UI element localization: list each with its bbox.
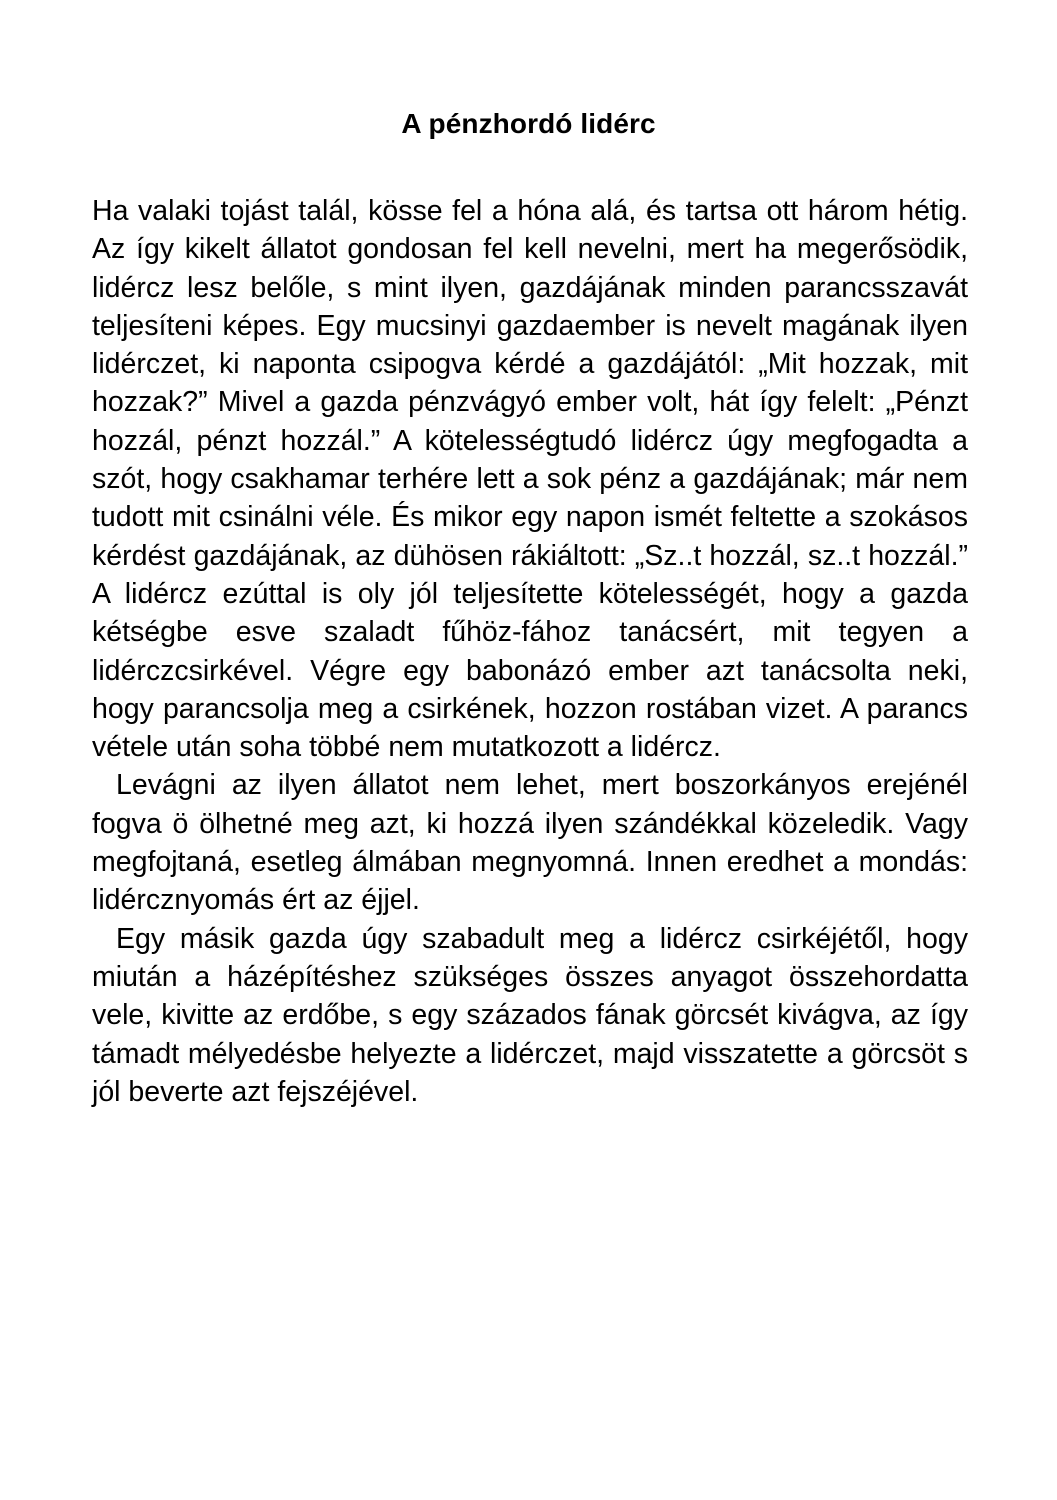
body-paragraph: Egy másik gazda úgy szabadult meg a lidércz csirkéjétől, hogy miután a házépítéshez szükséges összes anyagot összehordatta vele, kivitte az erdőbe, s egy százados fának görcsét kivágva, az így támadt mélyedésbe helyezte a lidérczet, majd visszatette a görcsöt s jól beverte azt fejszéjével. [92, 922, 968, 1108]
document-body [92, 192, 968, 1111]
page-title: A pénzhordó lidérc [401, 107, 656, 139]
body-paragraph: Levágni az ilyen állatot nem lehet, mert boszorkányos erejénél fogva ö ölhetné meg azt, ki hozzá ilyen szándékkal közeledik. Vagy megfojtaná, esetleg álmában megnyomná. Innen eredhet a mondás: lidércznyomás ért az éjjel. [92, 769, 968, 917]
body-paragraph: Ha valaki tojást talál, kösse fel a hóna alá, és tartsa ott három hétig. Az így kikelt állatot gondosan fel kell nevelni, mert ha megerősödik, lidércz lesz belőle, s mint ilyen, gazdájának minden parancsszavát teljesíteni képes. Egy mucsinyi gazdaember is nevelt magának ilyen lidérczet, ki naponta csipogva kérdé a gazdájától: „Mit hozzak, mit hozzak?” Mivel a gazda pénzvágyó ember volt, hát így felelt: „Pénzt hozzál, pénzt hozzál.” A kötelességtudó lidércz úgy megfogadta a szót, hogy csakhamar terhére lett a sok pénz a gazdájának; már nem tudott mit csinálni véle. És mikor egy napon ismét feltette a szokásos kérdést gazdájának, az dühösen rákiáltott: „Sz..t hozzál, sz..t hozzál.” A lidércz ezúttal is oly jól teljesítette kötelességét, hogy a gazda kétségbe esve szaladt fűhöz-fához tanácsért, mit tegyen a lidérczcsirkével. Végre egy babonázó ember azt tanácsolta neki, hogy parancsolja meg a csirkének, hozzon rostában vizet. A parancs vétele után soha többé nem mutatkozott a lidércz. [92, 195, 968, 764]
